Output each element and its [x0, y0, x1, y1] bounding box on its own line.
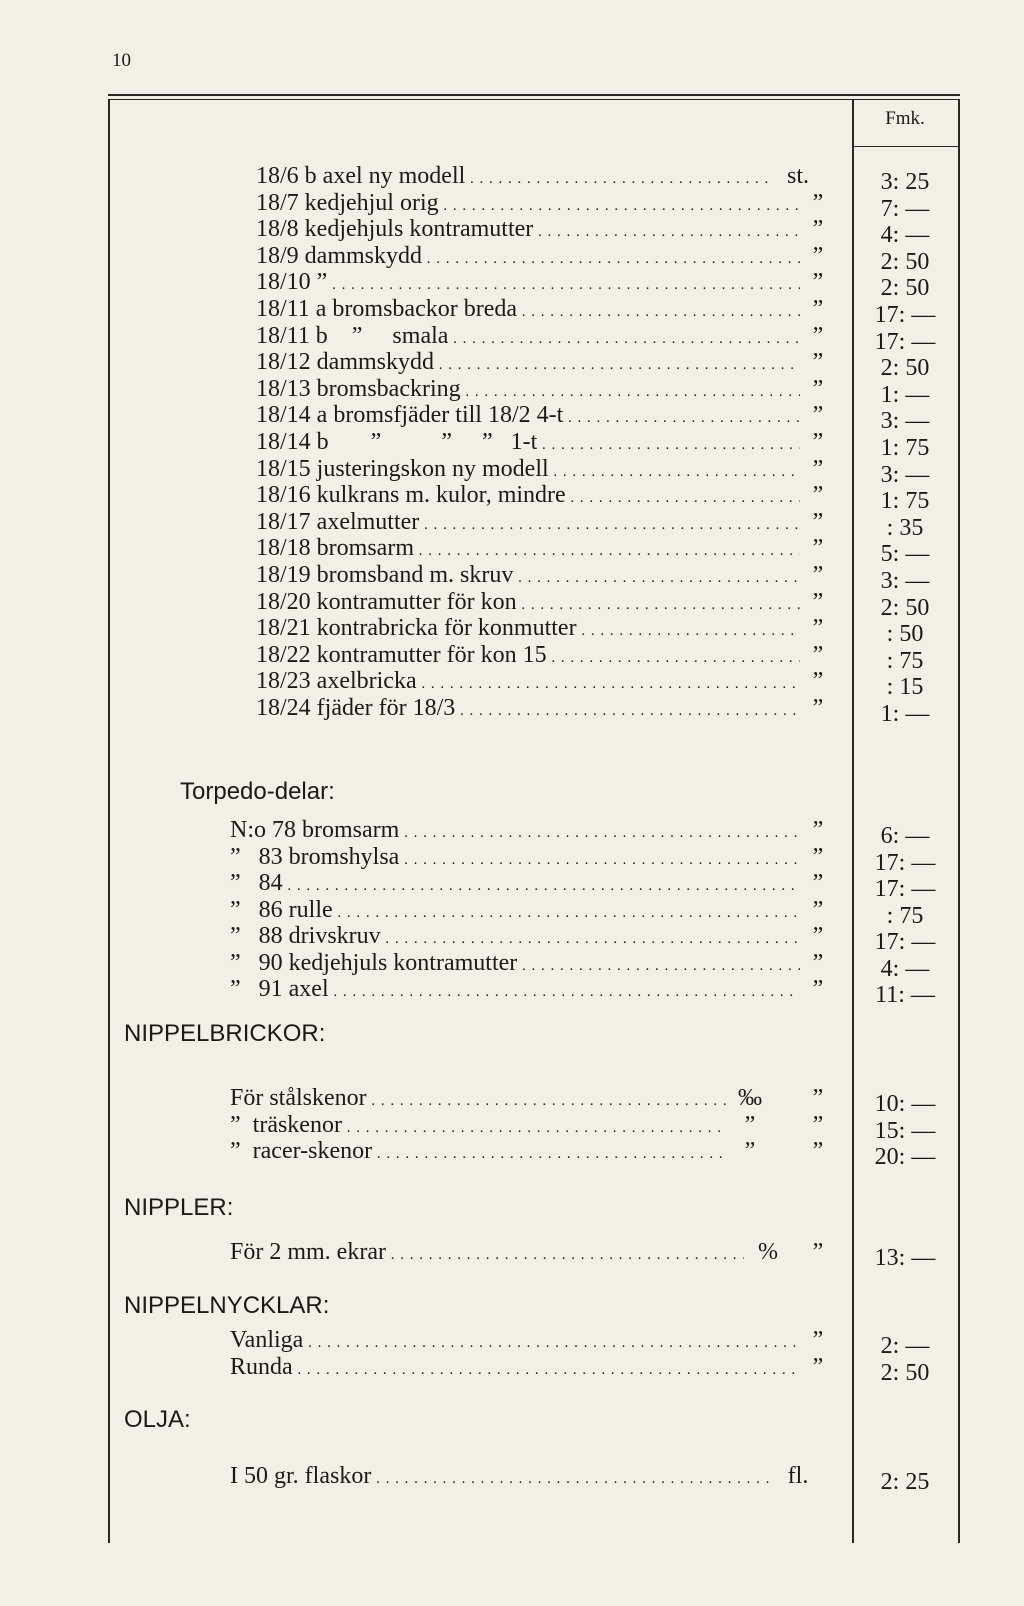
- price-row: [0, 481, 1024, 514]
- item-description: För stålskenor . . .: [230, 1084, 726, 1115]
- item-price: : 75: [886, 648, 924, 674]
- item-description: 18/14 b ” ” ” 1-t . . .: [256, 428, 800, 459]
- ditto-mark: ”: [812, 1138, 824, 1164]
- price-row: [0, 534, 1024, 567]
- price-row: [0, 869, 1024, 902]
- ditto-mark: ”: [812, 1085, 824, 1111]
- item-description: 18/11 a bromsbackor breda . . .: [256, 295, 800, 326]
- item-description: 18/11 b ” smala . . .: [256, 322, 800, 353]
- item-price: 1: —: [880, 701, 930, 727]
- section-heading: NIPPELNYCKLAR:: [124, 1292, 330, 1319]
- ditto-mark: ”: [812, 482, 824, 508]
- item-unit: fl.: [787, 1463, 809, 1489]
- item-description: ” racer-skenor . . .: [230, 1137, 726, 1168]
- item-description: ” 83 bromshylsa . . .: [230, 843, 800, 874]
- item-description: 18/12 dammskydd . . .: [256, 348, 800, 379]
- ditto-mark: ”: [812, 402, 824, 428]
- item-description: Runda . . .: [230, 1353, 800, 1384]
- ditto-mark: ”: [812, 1327, 824, 1353]
- item-price: 5: —: [880, 541, 930, 567]
- price-row: [0, 162, 1024, 195]
- price-row: [0, 843, 1024, 876]
- item-price: 15: —: [874, 1118, 936, 1144]
- item-price: 2: 50: [880, 355, 930, 381]
- price-row: [0, 322, 1024, 355]
- item-description: 18/13 bromsbackring . . .: [256, 375, 800, 406]
- price-row: [0, 508, 1024, 541]
- item-price: 2: 50: [880, 275, 930, 301]
- item-description: Vanliga . . .: [230, 1326, 800, 1357]
- item-description: 18/7 kedjehjul orig . . .: [256, 189, 800, 220]
- item-price: 3: —: [880, 462, 930, 488]
- ditto-mark: ”: [812, 349, 824, 375]
- item-description: N:o 78 bromsarm . . .: [230, 816, 800, 847]
- item-description: 18/17 axelmutter . . .: [256, 508, 800, 539]
- ditto-mark: ”: [812, 923, 824, 949]
- item-description: 18/24 fjäder för 18/3 . . .: [256, 694, 800, 725]
- ditto-mark: ”: [812, 1354, 824, 1380]
- item-unit: %: [758, 1239, 778, 1265]
- price-row: [0, 975, 1024, 1008]
- price-row: [0, 816, 1024, 849]
- item-price: 2: 50: [880, 595, 930, 621]
- ditto-mark: ”: [812, 897, 824, 923]
- item-price: 17: —: [874, 302, 936, 328]
- ditto-mark: ”: [812, 456, 824, 482]
- ditto-mark: ”: [812, 615, 824, 641]
- item-description: 18/15 justeringskon ny modell . . .: [256, 455, 800, 486]
- item-price: 11: —: [875, 982, 935, 1008]
- item-price: 17: —: [874, 876, 936, 902]
- price-row: [0, 295, 1024, 328]
- ditto-mark: ”: [812, 589, 824, 615]
- item-price: 6: —: [880, 823, 930, 849]
- item-price: 3: —: [880, 568, 930, 594]
- section-heading: Torpedo-delar:: [180, 778, 335, 805]
- item-price: : 15: [886, 674, 924, 700]
- item-description: 18/19 bromsband m. skruv . . .: [256, 561, 800, 592]
- item-description: 18/16 kulkrans m. kulor, mindre . . .: [256, 481, 800, 512]
- item-price: : 75: [886, 903, 924, 929]
- price-row: [0, 1462, 1024, 1495]
- item-unit: ”: [744, 1112, 756, 1138]
- ditto-mark: ”: [812, 296, 824, 322]
- item-price: 20: —: [874, 1144, 936, 1170]
- price-row: [0, 896, 1024, 929]
- item-price: 13: —: [874, 1245, 936, 1271]
- item-description: 18/18 bromsarm . . .: [256, 534, 800, 565]
- item-price: 2: —: [880, 1333, 930, 1359]
- price-row: [0, 1353, 1024, 1386]
- item-description: I 50 gr. flaskor . . .: [230, 1462, 774, 1493]
- price-row: [0, 375, 1024, 408]
- item-price: 17: —: [874, 329, 936, 355]
- price-row: [0, 561, 1024, 594]
- item-description: 18/6 b axel ny modell . . .: [256, 162, 774, 193]
- ditto-mark: ”: [812, 216, 824, 242]
- ditto-mark: ”: [812, 243, 824, 269]
- ditto-mark: ”: [812, 642, 824, 668]
- ditto-mark: ”: [812, 976, 824, 1002]
- price-row: [0, 401, 1024, 434]
- item-description: 18/8 kedjehjuls kontramutter . . .: [256, 215, 800, 246]
- price-row: [0, 614, 1024, 647]
- item-price: 4: —: [880, 222, 930, 248]
- price-row: [0, 428, 1024, 461]
- item-price: 10: —: [874, 1091, 936, 1117]
- price-row: [0, 588, 1024, 621]
- price-row: [0, 242, 1024, 275]
- item-unit: ‰: [738, 1085, 762, 1111]
- ditto-mark: ”: [812, 668, 824, 694]
- item-description: 18/20 kontramutter för kon . . .: [256, 588, 800, 619]
- item-price: 1: —: [880, 382, 930, 408]
- item-description: ” 86 rulle . . .: [230, 896, 800, 927]
- item-price: 1: 75: [880, 488, 930, 514]
- price-row: [0, 455, 1024, 488]
- ditto-mark: ”: [812, 950, 824, 976]
- ditto-mark: ”: [812, 844, 824, 870]
- ditto-mark: ”: [812, 190, 824, 216]
- ditto-mark: ”: [812, 323, 824, 349]
- item-description: 18/9 dammskydd . . .: [256, 242, 800, 273]
- price-row: [0, 268, 1024, 301]
- ditto-mark: ”: [812, 817, 824, 843]
- item-price: : 50: [886, 621, 924, 647]
- item-price: 7: —: [880, 196, 930, 222]
- ditto-mark: ”: [812, 562, 824, 588]
- item-price: 17: —: [874, 929, 936, 955]
- price-row: [0, 1111, 1024, 1144]
- item-price: 3: —: [880, 408, 930, 434]
- ditto-mark: ”: [812, 429, 824, 455]
- item-description: ” 84 . . .: [230, 869, 800, 900]
- item-price: 1: 75: [880, 435, 930, 461]
- ditto-mark: ”: [812, 535, 824, 561]
- item-description: 18/23 axelbricka . . .: [256, 667, 800, 698]
- item-description: ” 88 drivskruv . . .: [230, 922, 800, 953]
- currency-header: Fmk.: [885, 108, 925, 129]
- ditto-mark: ”: [812, 509, 824, 535]
- item-price: 2: 25: [880, 1469, 930, 1495]
- price-row: [0, 215, 1024, 248]
- price-row: [0, 1238, 1024, 1271]
- ditto-mark: ”: [812, 376, 824, 402]
- item-description: För 2 mm. ekrar . . .: [230, 1238, 744, 1269]
- section-heading: NIPPELBRICKOR:: [124, 1020, 326, 1047]
- price-row: [0, 189, 1024, 222]
- price-row: [0, 667, 1024, 700]
- ditto-mark: ”: [812, 870, 824, 896]
- item-description: 18/22 kontramutter för kon 15 . . .: [256, 641, 800, 672]
- price-row: [0, 1084, 1024, 1117]
- price-row: [0, 1326, 1024, 1359]
- item-description: ” 90 kedjehjuls kontramutter . . .: [230, 949, 800, 980]
- price-row: [0, 641, 1024, 674]
- ditto-mark: ”: [812, 269, 824, 295]
- section-heading: NIPPLER:: [124, 1194, 234, 1221]
- item-description: 18/14 a bromsfjäder till 18/2 4-t . . .: [256, 401, 800, 432]
- item-price: 4: —: [880, 956, 930, 982]
- price-row: [0, 348, 1024, 381]
- ditto-mark: ”: [812, 695, 824, 721]
- item-price: 2: 50: [880, 249, 930, 275]
- price-row: [0, 694, 1024, 727]
- section-heading: OLJA:: [124, 1406, 191, 1433]
- item-description: ” träskenor . . .: [230, 1111, 726, 1142]
- item-price: 17: —: [874, 850, 936, 876]
- price-row: [0, 949, 1024, 982]
- item-description: 18/10 ” . . .: [256, 268, 800, 299]
- price-row: [0, 1137, 1024, 1170]
- price-row: [0, 922, 1024, 955]
- item-unit: ”: [744, 1138, 756, 1164]
- item-unit: st.: [786, 163, 809, 189]
- item-price: 3: 25: [880, 169, 930, 195]
- page-number: 10: [112, 50, 131, 71]
- item-description: ” 91 axel . . .: [230, 975, 800, 1006]
- ditto-mark: ”: [812, 1239, 824, 1265]
- ditto-mark: ”: [812, 1112, 824, 1138]
- item-price: 2: 50: [880, 1360, 930, 1386]
- item-description: 18/21 kontrabricka för konmutter . . .: [256, 614, 800, 645]
- item-price: : 35: [886, 515, 924, 541]
